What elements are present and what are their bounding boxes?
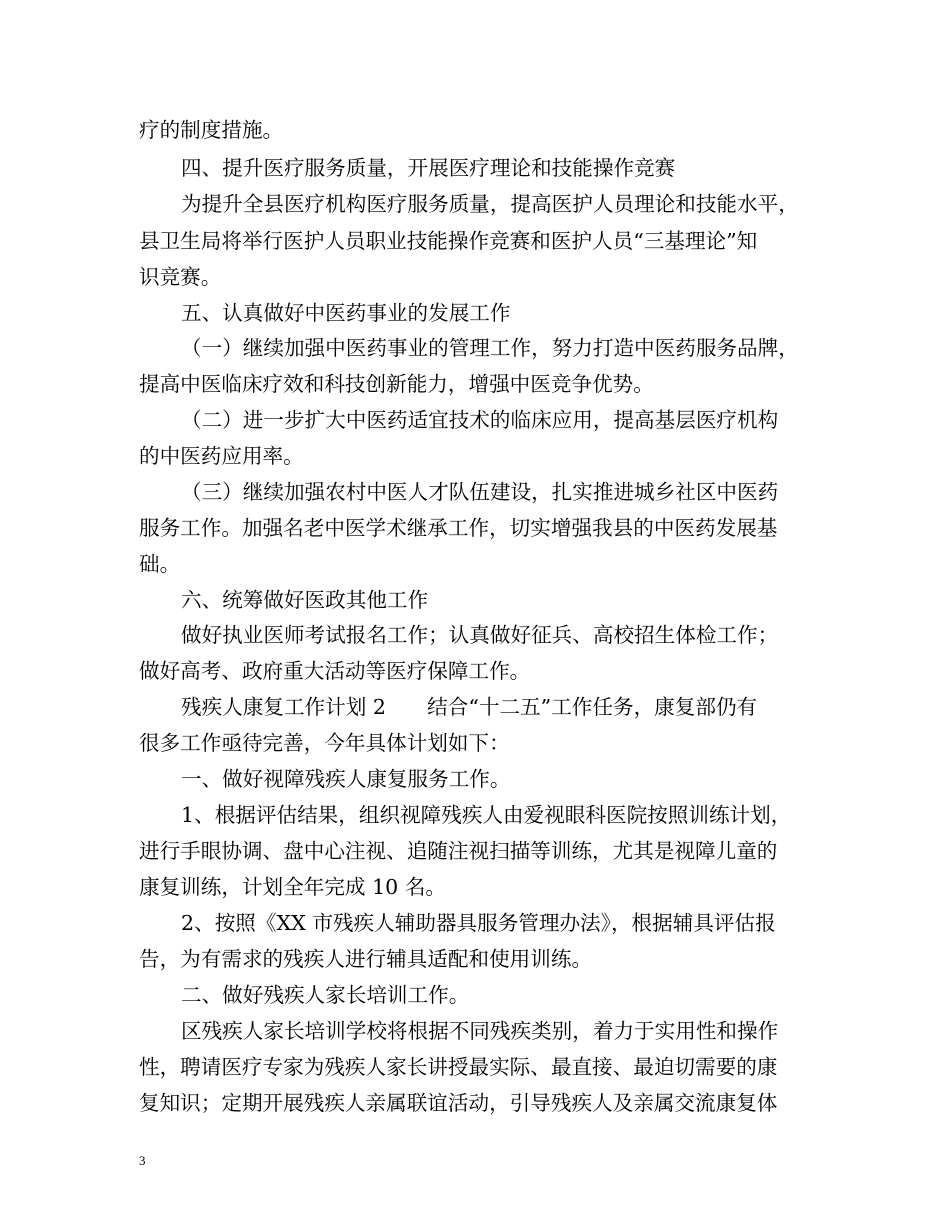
text-line: 很多工作亟待完善，今年具体计划如下： bbox=[139, 731, 510, 755]
section-heading: 一、做好视障残疾人康复服务工作。 bbox=[181, 767, 511, 791]
text-line: 2、按照《XX 市残疾人辅助器具服务管理办法》，根据辅具评估报 bbox=[181, 911, 776, 935]
text-line: 残疾人康复工作计划 2 结合“十二五”工作任务，康复部仍有 bbox=[181, 695, 758, 719]
text-line: 康复训练，计划全年完成 10 名。 bbox=[139, 875, 447, 899]
text-line: 为提升全县医疗机构医疗服务质量，提高医护人员理论和技能水平， bbox=[181, 192, 799, 216]
text-line: 进行手眼协调、盘中心注视、追随注视扫描等训练，尤其是视障儿童的 bbox=[139, 839, 778, 863]
section-heading: 五、认真做好中医药事业的发展工作 bbox=[181, 301, 511, 325]
text-line: 服务工作。加强名老中医学术继承工作，切实增强我县的中医药发展基 bbox=[139, 516, 778, 540]
section-heading: 二、做好残疾人家长培训工作。 bbox=[181, 983, 470, 1007]
page-number: 3 bbox=[139, 1153, 146, 1168]
text-line: 疗的制度措施。 bbox=[139, 118, 284, 142]
text-line: 复知识；定期开展残疾人亲属联谊活动，引导残疾人及亲属交流康复体 bbox=[139, 1091, 778, 1115]
text-line: 识竞赛。 bbox=[139, 265, 222, 289]
text-line: 性，聘请医疗专家为残疾人家长讲授最实际、最直接、最迫切需要的康 bbox=[139, 1055, 778, 1079]
section-heading: 六、统筹做好医政其他工作 bbox=[181, 588, 429, 612]
text-line: （一）继续加强中医药事业的管理工作，努力打造中医药服务品牌， bbox=[181, 336, 799, 360]
text-line: 础。 bbox=[139, 552, 181, 576]
text-line: 告，为有需求的残疾人进行辅具适配和使用训练。 bbox=[139, 947, 593, 971]
text-line: 县卫生局将举行医护人员职业技能操作竞赛和医护人员“三基理论”知 bbox=[139, 229, 758, 253]
text-line: 区残疾人家长培训学校将根据不同残疾类别，着力于实用性和操作 bbox=[181, 1019, 779, 1043]
text-line: 提高中医临床疗效和科技创新能力，增强中医竞争优势。 bbox=[139, 372, 654, 396]
text-line: 做好高考、政府重大活动等医疗保障工作。 bbox=[139, 659, 531, 683]
text-line: 做好执业医师考试报名工作；认真做好征兵、高校招生体检工作； bbox=[181, 623, 779, 647]
text-line: 的中医药应用率。 bbox=[139, 444, 304, 468]
text-line: 1、根据评估结果，组织视障残疾人由爱视眼科医院按照训练计划， bbox=[181, 803, 792, 827]
section-heading: 四、提升医疗服务质量，开展医疗理论和技能操作竞赛 bbox=[181, 156, 676, 180]
text-line: （三）继续加强农村中医人才队伍建设，扎实推进城乡社区中医药 bbox=[181, 480, 779, 504]
text-line: （二）进一步扩大中医药适宜技术的临床应用，提高基层医疗机构 bbox=[181, 408, 779, 432]
